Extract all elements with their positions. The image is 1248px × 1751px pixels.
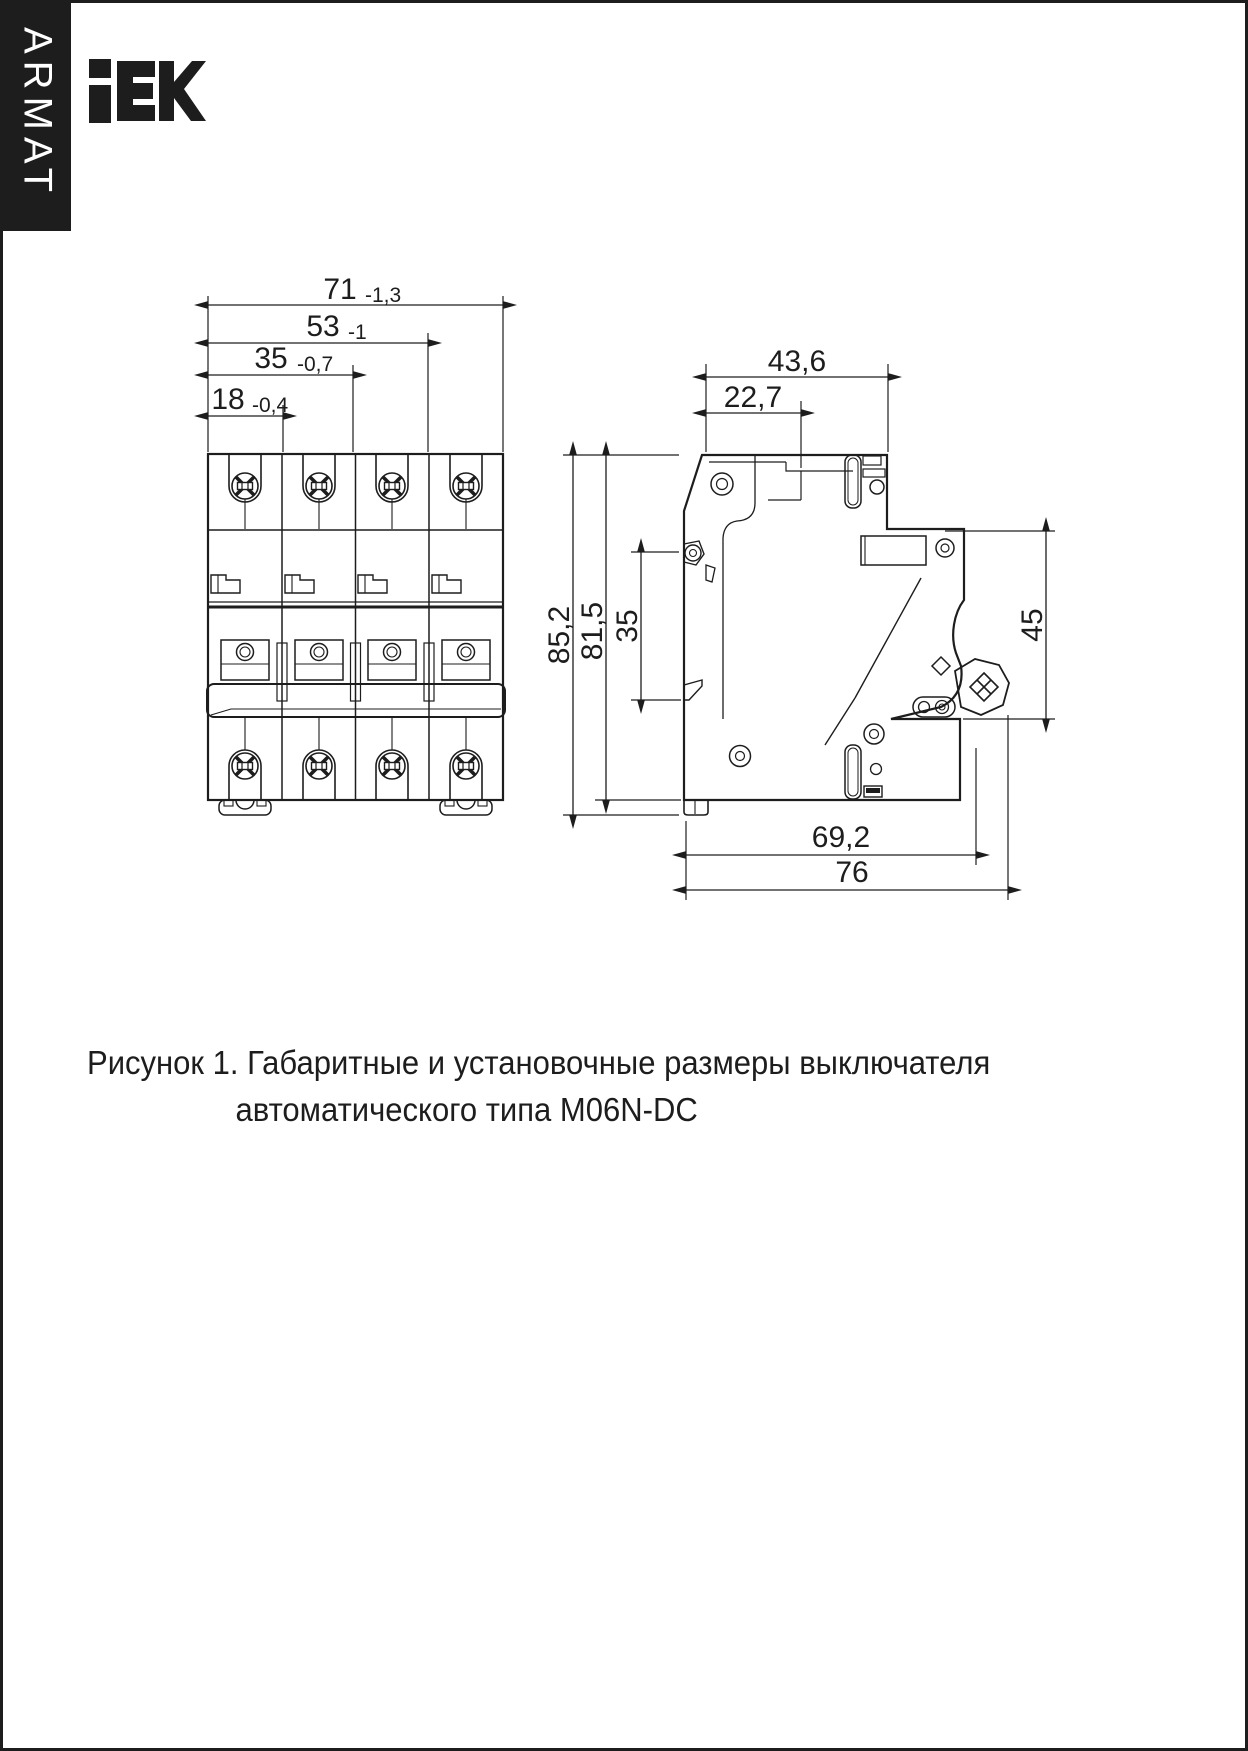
terminal-screw <box>232 473 258 499</box>
breaker-pole <box>358 454 416 800</box>
dimensional-drawing <box>3 3 1248 933</box>
terminal-screw <box>232 753 258 779</box>
dimension-label: 35 <box>611 609 644 643</box>
terminal-screw <box>306 473 332 499</box>
terminal-screw <box>306 753 332 779</box>
terminal-screw <box>379 753 405 779</box>
dimension-label: 22,7 <box>723 381 783 414</box>
figure-caption <box>87 1039 991 1133</box>
breaker-pole <box>432 454 490 800</box>
side-view-drawing <box>543 345 1055 900</box>
figure-caption-line2: автоматического типа M06N-DC <box>235 1091 698 1128</box>
mounting-foot <box>440 800 492 815</box>
terminal-screw <box>379 473 405 499</box>
mounting-foot <box>219 800 271 815</box>
breaker-pole <box>285 454 343 800</box>
dimension-tolerance: -1 <box>348 321 367 344</box>
dimension-label: 81,5 <box>576 601 609 661</box>
terminal-screw <box>453 473 479 499</box>
front-view-drawing <box>207 273 505 815</box>
dimension-label: 71 <box>323 273 357 306</box>
dimension-label: 35 <box>254 342 288 375</box>
dimension-tolerance: -1,3 <box>365 284 402 307</box>
dimension-tolerance: -0,7 <box>297 353 334 376</box>
dimension-tolerance: -0,4 <box>252 394 289 417</box>
dimension-label: 18 <box>211 383 245 416</box>
dimension-label: 43,6 <box>767 345 827 378</box>
front-extension-lines <box>208 296 503 452</box>
dimension-label: 85,2 <box>543 605 576 665</box>
figure-caption-line1: Рисунок 1. Габаритные и установочные размеры выключателя <box>87 1044 991 1081</box>
dimension-label: 69,2 <box>811 821 871 854</box>
armat-banner-label: ARMAT <box>15 27 60 200</box>
dimension-label: 53 <box>306 310 340 343</box>
terminal-screw <box>453 753 479 779</box>
dimension-label: 76 <box>835 856 869 889</box>
breaker-pole <box>211 454 269 800</box>
dimension-label: 45 <box>1016 608 1049 642</box>
